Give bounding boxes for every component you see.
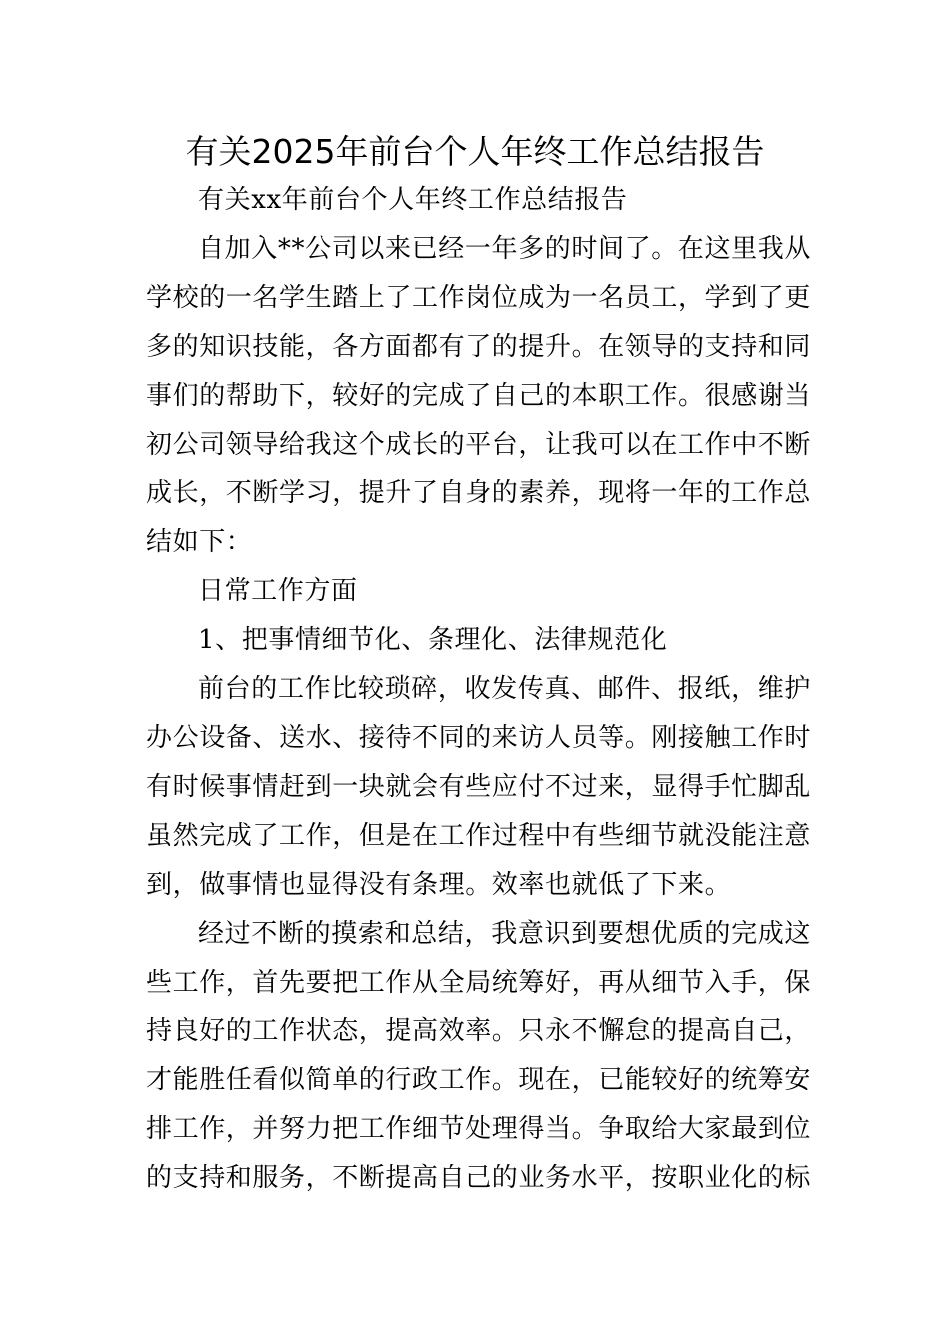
paragraph-improvement: 经过不断的摸索和总结，我意识到要想优质的完成这些工作，首先要把工作从全局统筹好，再从细节入手，保持良好的工作状态，提高效率。只永不懈怠的提高自己，才能胜任看似简单的行政工作。现在，已能较好的统筹安排工作，并努力把工作细节处理得当。争取给大家最到位的支持和服务，不断提高自己的业务水平，按职业化的标	[146, 918, 812, 1194]
paragraph-intro: 自加入**公司以来已经一年多的时间了。在这里我从学校的一名学生踏上了工作岗位成为一名员工，学到了更多的知识技能，各方面都有了的提升。在领导的支持和同事们的帮助下，较好的完成了自己的本职工作。很感谢当初公司领导给我这个成长的平台，让我可以在工作中不断成长，不断学习，提升了自身的素养，现将一年的工作总结如下：	[146, 233, 812, 558]
subsection-heading: 1、把事情细节化、条理化、法律规范化	[198, 625, 668, 656]
document-title: 有关2025年前台个人年终工作总结报告	[185, 132, 765, 171]
paragraph-subtitle: 有关xx年前台个人年终工作总结报告	[198, 185, 628, 215]
paragraph-front-desk-work: 前台的工作比较琐碎，收发传真、邮件、报纸，维护办公设备、送水、接待不同的来访人员等。刚接触工作时有时候事情赶到一块就会有些应付不过来，显得手忙脚乱虽然完成了工作，但是在工作过程中有些细节就没能注意到，做事情也显得没有条理。效率也就低了下来。	[146, 674, 812, 900]
section-heading: 日常工作方面	[198, 576, 358, 607]
document-body	[146, 176, 811, 1203]
